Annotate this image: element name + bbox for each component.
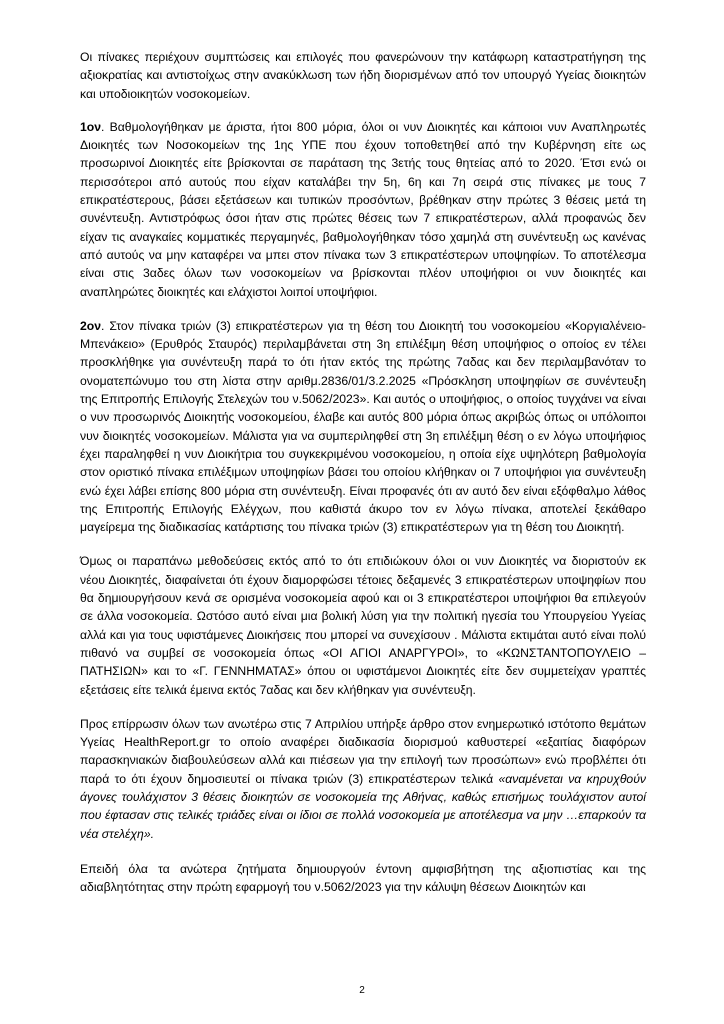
paragraph-fifth: Επειδή όλα τα ανώτερα ζητήματα δημιουργούν έντονη αμφισβήτηση της αξιοπιστίας και της αδιαβλητότητας στην πρώτη εφαρμογή του ν.5062/2023 για την κάλυψη θέσεων Διοικητών και [80,861,646,895]
paragraph-second-point [80,317,646,537]
paragraph-third: Όμως οι παραπάνω μεθοδεύσεις εκτός από το ότι επιδιώκουν όλοι οι νυν Διοικητές να διοριστούν εκ νέου Διοικητές, διαφαίνεται ότι έχουν διαμορφώσει τέτοιες δεξαμενές 3 επικρατέστερων υποψηφίων που θα δημιουργήσουν κενά σε ορισμένα νοσοκομεία αφού και οι 3 επικρατέστεροι υποψήφιοι θα επιλεγούν σε άλλα νοσοκομεία. Ωστόσο αυτό είναι μια βολική λύση για την πολιτική ηγεσία του Υπουργείου Υγείας αλλά και για τους υφιστάμενες Διοικήσεις που μπορεί να συνεχίσουν . Μάλιστα εκτιμάται αυτό είναι πολύ πιθανό να συμβεί σε νοσοκομεία όπως «ΟΙ ΑΓΙΟΙ ΑΝΑΡΓΥΡΟΙ», το «ΚΩΝΣΤΑΝΤΟΠΟΥΛΕΙΟ – ΠΑΤΗΣΙΩΝ» και το «Γ. ΓΕΝΝΗΜΑΤΑΣ» όπου οι υφιστάμενοι Διοικητές είτε δεν συμμετείχαν γραπτές εξετάσεις είτε τελικά έμεινα εκτός 7αδας και δεν κλήθηκαν για συνέντευξη. [80,554,646,697]
paragraph-intro: Οι πίνακες περιέχουν συμπτώσεις και επιλογές που φανερώνουν την κατάφωρη καταστρατήγηση της αξιοκρατίας και αντιστοίχως στην ανακύκλωση των ήδη διορισμένων από τον υπουργό Υγείας διοικητών και υποδιοικητών νοσοκομείων. [80,50,646,101]
page-body [80,48,646,896]
paragraph-fourth-quote: «αναμένεται να κηρυχθούν άγονες τουλάχιστον 3 θέσεις διοικητών σε νοσοκομεία της Αθήνας, καθώς επισήμως τουλάχιστον αυτοί που έφτασαν στις τελικές τριάδες είναι οι ίδιοι σε πολλά νοσοκομεία με αποτέλεσμα να μην …επαρκούν τα νέα στελέχη». [80,771,647,841]
paragraph-fourth-text: Προς επίρρωσιν όλων των ανωτέρω στις 7 Απριλίου υπήρξε άρθρο στον ενημερωτικό ιστότοπο θεμάτων Υγείας HealthReport.gr το οποίο αναφέρει διαδικασία διορισμού καθυστερεί «εξαιτίας διαφόρων παρασκηνιακών διαβουλεύσεων αλλά και πιέσεων για την επιλογή των προσώπων» ενώ προβλέπει ότι παρά το ότι έχουν δημοσιευτεί οι πίνακα τριών (3) επικρατέστερων τελικά [80,716,646,786]
page-number: 2 [359,985,365,996]
paragraph-fourth [80,715,646,843]
point-label-first: 1ον [80,119,102,134]
paragraph-first-point [80,118,646,301]
point-label-second: 2ον [80,318,102,333]
paragraph-second-text: . Στον πίνακα τριών (3) επικρατέστερων για τη θέση του Διοικητή του νοσοκομείου «Κοργιαλένειο-Μπενάκειο» (Ερυθρός Σταυρός) περιλαμβάνεται στη 3η επιλέξιμη θέση υποψήφιος ο οποίος εν τέλει προσκλήθηκε για συνέντευξη παρά το ότι ήταν εκτός της πρώτης 7αδας και δεν περιλαμβανόταν το ονοματεπώνυμο του στη λίστα στην αριθμ.2836/01/3.2.2025 «Πρόσκληση υποψηφίων σε συνέντευξη της Επιτροπής Επιλογής Στελεχών του ν.5062/2023». Και αυτός ο υποψήφιος, ο οποίος τυγχάνει να είναι ο νυν προσωρινός Διοικητής νοσοκομείου, έλαβε και αυτός 800 μόρια όπως ακριβώς όπως οι υπόλοιποι νυν διοικητές νοσοκομείων. Μάλιστα για να συμπεριληφθεί στη 3η επιλέξιμη θέση ο εν λόγω υποψήφιος έχει παραληφθεί η νυν Διοικήτρια του συγκεκριμένου νοσοκομείου, η οποία είχε υψηλότερη βαθμολογία στον οριστικό πίνακα επιλέξιμων υποψηφίων βάσει του οποίου κλήθηκαν οι 7 υποψήφιοι για συνέντευξη ενώ έχει λάβει επίσης 800 μόρια στη συνέντευξη. Είναι προφανές ότι αν αυτό δεν είναι εξόφθαλμο λάθος της Επιτροπής Επιλογής Ελέγχων, που καθιστά άκυρο τον εν λόγω πίνακα, αποτελεί ξεκάθαρο μαγείρεμα της διαδικασίας κατάρτισης του πίνακα τριών (3) επικρατέστερων για τη θέση του Διοικητή. [80,318,646,535]
paragraph-first-text: . Βαθμολογήθηκαν με άριστα, ήτοι 800 μόρια, όλοι οι νυν Διοικητές και κάποιοι νυν Αναπληρωτές Διοικητές των Νοσοκομείων της 1ης ΥΠΕ που έχουν τοποθετηθεί από την Κυβέρνηση είτε ως προσωρινοί Διοικητές είτε βρίσκονται σε παράταση της 3ετής τους θητείας από το 2020. Έτσι ενώ οι περισσότεροι από αυτούς που είχαν καταλάβει την 5η, 6η και 7η σειρά στις πίνακες με τους 7 επικρατέστερους, βάσει εξετάσεων και τυπικών προσόντων, βρέθηκαν στην πρώτες 3 θέσεις μετά τη συνέντευξη. Αντιστρόφως όσοι ήταν στις πρώτες θέσεις των 7 επικρατέστερων, αλλά προφανώς δεν είχαν τις αναγκαίες κομματικές περγαμηνές, βαθμολογήθηκαν τόσο χαμηλά στη συνέντευξη ως κανένας από αυτούς να μην καταφέρει να μπει στον πίνακα των 3 επικρατέστερων υποψηφίων. Το αποτέλεσμα είναι στις 3αδες όλων των νοσοκομείων να βρίσκονται πλέον υποψήφιοι οι νυν διοικητές και αναπληρώτες διοικητές και ελάχιστοι λοιποί υποψήφιοι. [80,119,646,299]
